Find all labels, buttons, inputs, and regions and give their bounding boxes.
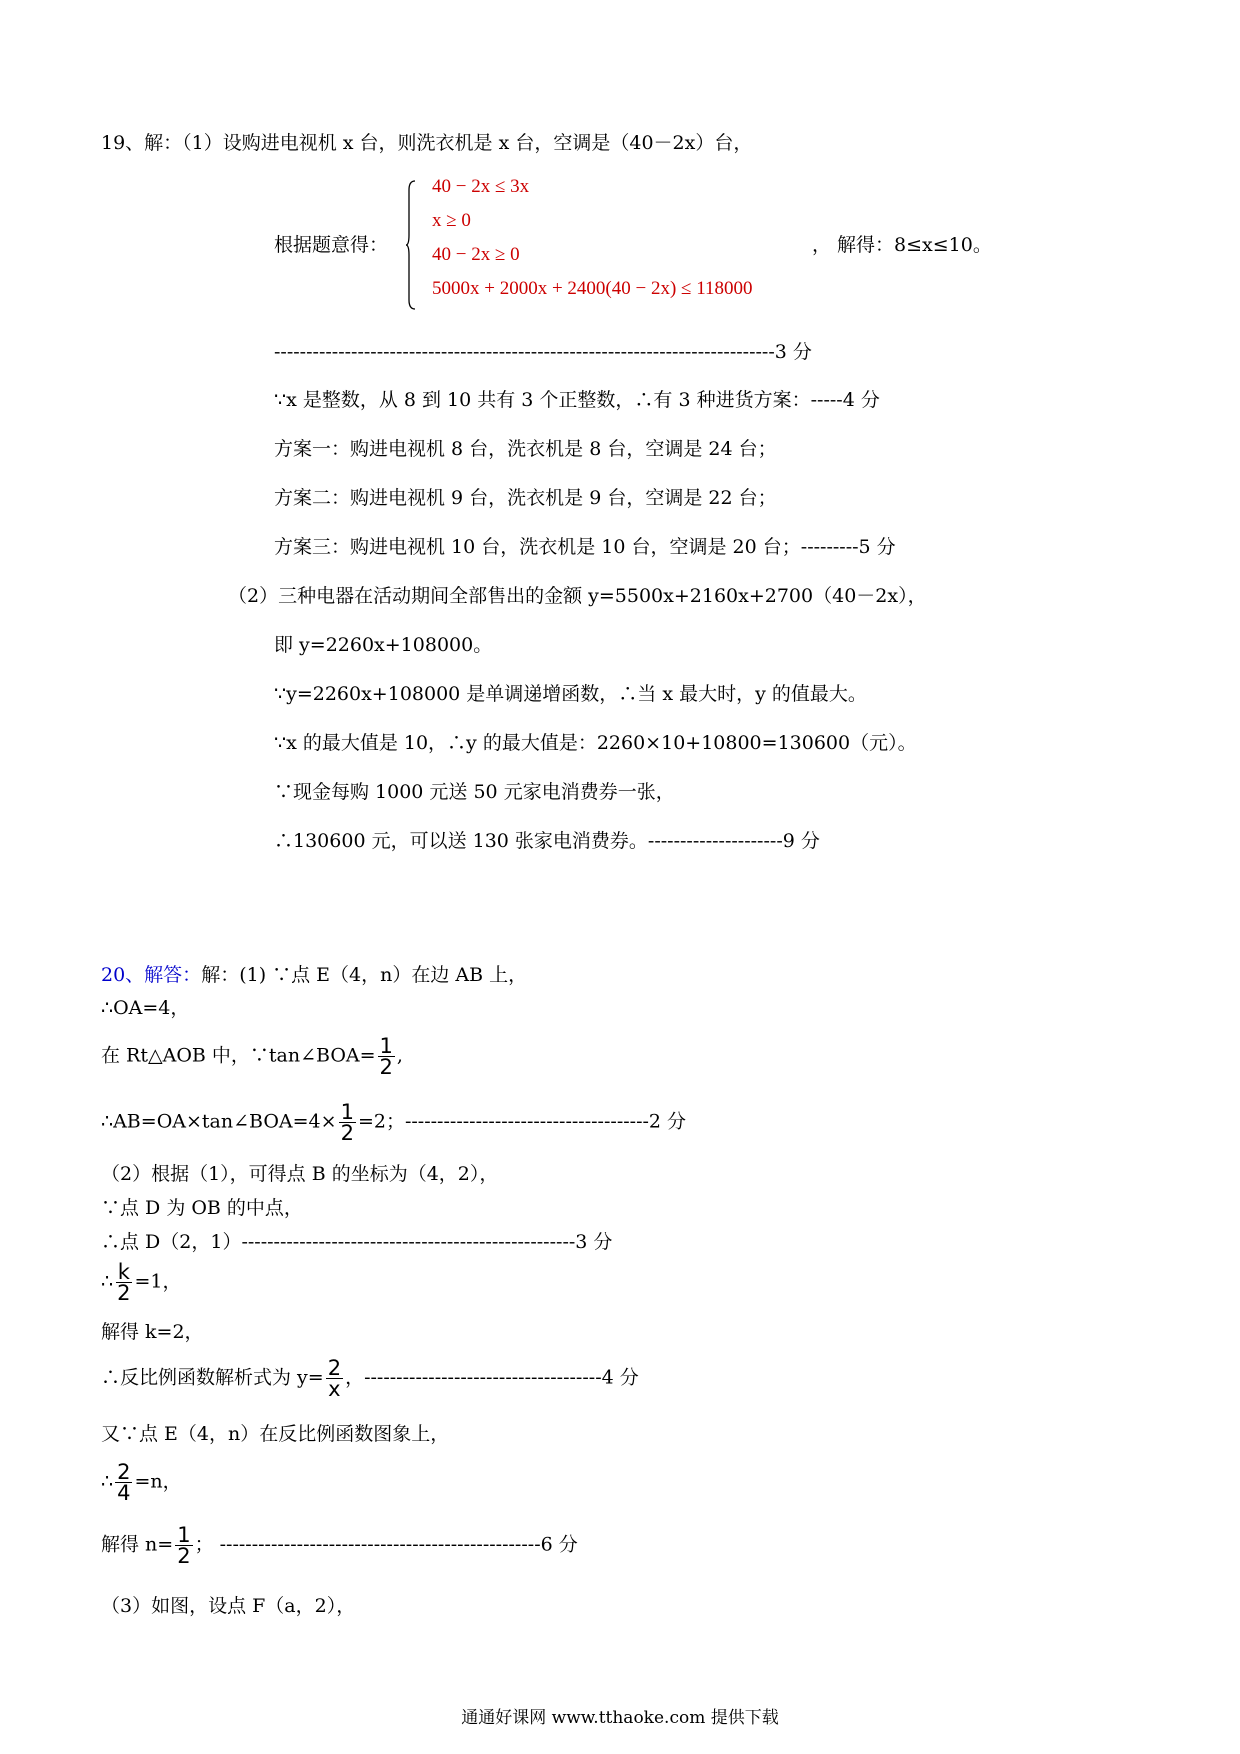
page-footer: 通通好课网 www.tthaoke.com 提供下载 bbox=[461, 1708, 779, 1728]
q20-line4: （2）根据（1），可得点 B 的坐标为（4，2）， bbox=[101, 1163, 499, 1185]
q20-line7: ∴ $\frac{k}{2}$ =1， bbox=[101, 1260, 182, 1305]
fraction-2-over-4: $\frac{2}{4}$ bbox=[117, 1460, 131, 1505]
q20-line1: ∴OA=4， bbox=[101, 997, 190, 1019]
q20-heading-text: 解：(1) ∵点 E（4，n）在边 AB 上， bbox=[201, 964, 528, 986]
q20-line10: 又∵点 E（4，n）在反比例函数图象上， bbox=[101, 1423, 450, 1445]
inequality-3: 40 − 2x ≥ 0 bbox=[432, 244, 520, 265]
q20-line2-text: 在 Rt△AOB 中，∵tan∠BOA= bbox=[101, 1044, 376, 1067]
q19-plan3: 方案三：购进电视机 10 台，洗衣机是 10 台，空调是 20 台；---------5 分 bbox=[274, 536, 896, 558]
fraction-one-half: $\frac{1}{2}$ bbox=[177, 1523, 191, 1568]
q20-line13: （3）如图，设点 F（a，2）， bbox=[101, 1595, 356, 1617]
q20-line8: 解得 k=2， bbox=[101, 1321, 204, 1343]
inequality-4: 5000x + 2000x + 2400(40 − 2x) ≤ 118000 bbox=[432, 278, 753, 299]
q19-part2-line4: ∵x 的最大值是 10，∴y 的最大值是：2260×10+10800=130600（元）。 bbox=[274, 732, 917, 754]
q20-line11: ∴ $\frac{2}{4}$ =n， bbox=[101, 1460, 182, 1505]
brace-icon bbox=[406, 180, 416, 310]
fraction-one-half: $\frac{1}{2}$ bbox=[340, 1100, 354, 1145]
inequality-1: 40 − 2x ≤ 3x bbox=[432, 176, 530, 197]
q20-line3-text: ∴AB=OA×tan∠BOA=4× bbox=[101, 1110, 337, 1133]
q20-label: 20、解答： bbox=[101, 964, 202, 986]
q19-score3: ------------------------------------------------------------------------------3 分 bbox=[274, 341, 812, 363]
fraction-one-half: $\frac{1}{2}$ bbox=[379, 1034, 393, 1079]
q19-intro: 19、解：（1）设购进电视机 x 台，则洗衣机是 x 台，空调是（40－2x）台， bbox=[101, 132, 753, 154]
q19-part2-line6: ∴130600 元，可以送 130 张家电消费券。---------------------9 分 bbox=[274, 830, 820, 852]
q19-part2-line2: 即 y=2260x+108000。 bbox=[274, 634, 493, 656]
q19-part2-line1: （2）三种电器在活动期间全部售出的金额 y=5500x+2160x+2700（40－2x）， bbox=[228, 585, 927, 607]
q20-line5: ∵点 D 为 OB 的中点， bbox=[101, 1197, 303, 1219]
inequality-2: x ≥ 0 bbox=[432, 210, 471, 231]
q19-plan1: 方案一：购进电视机 8 台，洗衣机是 8 台，空调是 24 台； bbox=[274, 438, 777, 460]
fraction-k-over-2: $\frac{k}{2}$ bbox=[117, 1260, 131, 1305]
q19-solution: ， 解得：8≤x≤10。 bbox=[812, 234, 992, 256]
q19-part2-line5: ∵现金每购 1000 元送 50 元家电消费券一张， bbox=[274, 781, 675, 803]
q19-part2-line3: ∵y=2260x+108000 是单调递增函数，∴当 x 最大时，y 的值最大。 bbox=[274, 683, 867, 705]
q20-line6: ∴点 D（2，1）----------------------------------------------------3 分 bbox=[101, 1231, 613, 1253]
q20-line3: ∴AB=OA×tan∠BOA=4× $\frac{1}{2}$ =2；--------------------------------------2 分 bbox=[101, 1100, 687, 1145]
q20-line12: 解得 n= $\frac{1}{2}$ ； --------------------------------------------------6 分 bbox=[101, 1523, 578, 1568]
fraction-2-over-x: $\frac{2}{x}$ bbox=[327, 1356, 342, 1401]
q20-heading bbox=[101, 963, 527, 987]
system-label: 根据题意得： bbox=[274, 234, 389, 256]
q19-integer-line: ∵x 是整数，从 8 到 10 共有 3 个正整数，∴有 3 种进货方案：-----4 分 bbox=[274, 389, 880, 411]
q20-line9: ∴反比例函数解析式为 y= $\frac{2}{x}$ ，-------------------------------------4 分 bbox=[101, 1356, 639, 1401]
q20-line2: 在 Rt△AOB 中，∵tan∠BOA= $\frac{1}{2}$ , bbox=[101, 1034, 403, 1079]
q19-plan2: 方案二：购进电视机 9 台，洗衣机是 9 台，空调是 22 台； bbox=[274, 487, 777, 509]
